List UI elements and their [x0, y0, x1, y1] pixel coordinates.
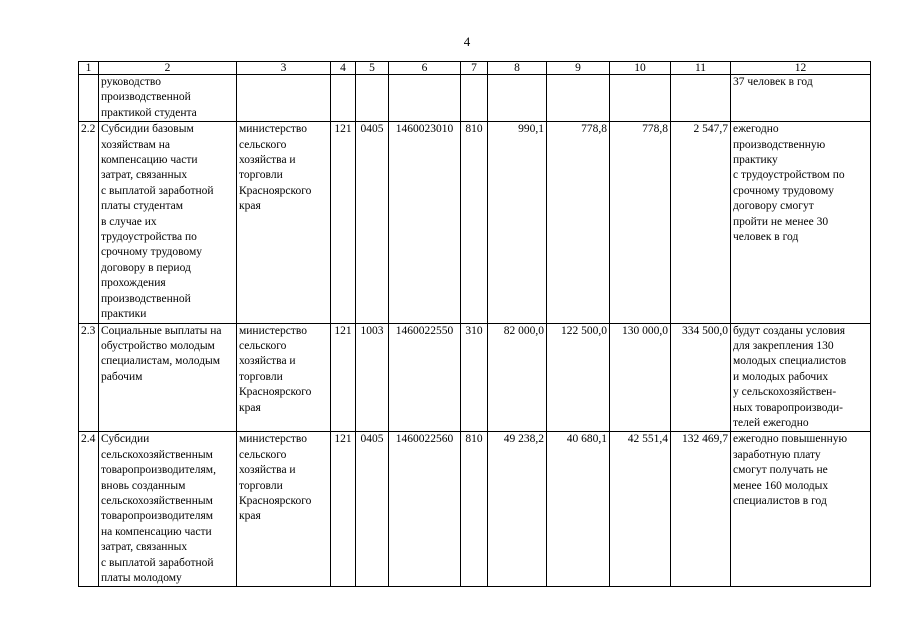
amount-year-3: 42 551,4 [610, 432, 671, 587]
expected-result: ежегодно производственную практику с трудоустройством по срочному трудовому договору смогут пройти не менее 30 человек в год [731, 122, 871, 323]
expected-result: 37 человек в год [731, 75, 871, 122]
item-number: 2.3 [79, 323, 99, 432]
header-cell: 9 [547, 62, 610, 75]
amount-total: 334 500,0 [671, 323, 731, 432]
table-row [79, 323, 871, 432]
measure-name: руководство производственной практикой студента [99, 75, 237, 122]
amount-year-3: 778,8 [610, 122, 671, 323]
target-code: 1460022560 [389, 432, 461, 587]
table-row [79, 75, 871, 122]
header-cell: 12 [731, 62, 871, 75]
administrator [237, 75, 331, 122]
header-cell: 3 [237, 62, 331, 75]
program-table [78, 61, 871, 587]
header-cell: 5 [356, 62, 389, 75]
table-row [79, 122, 871, 323]
expense-type-code: 810 [461, 432, 488, 587]
item-number: 2.2 [79, 122, 99, 323]
grbs-code: 121 [331, 432, 356, 587]
amount-year-2 [547, 75, 610, 122]
amount-total [671, 75, 731, 122]
item-number [79, 75, 99, 122]
section-code [356, 75, 389, 122]
target-code: 1460022550 [389, 323, 461, 432]
measure-name: Социальные выплаты на обустройство молодым специалистам, молодым рабочим [99, 323, 237, 432]
expense-type-code: 310 [461, 323, 488, 432]
measure-name: Субсидии базовым хозяйствам на компенсацию части затрат, связанных с выплатой заработной платы студентам в случае их трудоустройства по срочному трудовому договору в период прохождения производственной практики [99, 122, 237, 323]
header-cell: 10 [610, 62, 671, 75]
amount-year-1: 49 238,2 [488, 432, 547, 587]
header-cell: 11 [671, 62, 731, 75]
section-code: 0405 [356, 122, 389, 323]
amount-year-1: 82 000,0 [488, 323, 547, 432]
table-header-row [79, 62, 871, 75]
amount-year-1 [488, 75, 547, 122]
header-cell: 4 [331, 62, 356, 75]
amount-year-2: 40 680,1 [547, 432, 610, 587]
header-cell: 7 [461, 62, 488, 75]
expected-result: ежегодно повышенную заработную плату смогут получать не менее 160 молодых специалистов в год [731, 432, 871, 587]
header-cell: 6 [389, 62, 461, 75]
item-number: 2.4 [79, 432, 99, 587]
header-cell: 8 [488, 62, 547, 75]
grbs-code [331, 75, 356, 122]
header-cell: 1 [79, 62, 99, 75]
target-code: 1460023010 [389, 122, 461, 323]
amount-total: 2 547,7 [671, 122, 731, 323]
administrator: министерство сельского хозяйства и торговли Красноярского края [237, 323, 331, 432]
expense-type-code: 810 [461, 122, 488, 323]
page-number: 4 [463, 34, 471, 49]
grbs-code: 121 [331, 323, 356, 432]
amount-year-3 [610, 75, 671, 122]
amount-year-1: 990,1 [488, 122, 547, 323]
amount-year-3: 130 000,0 [610, 323, 671, 432]
section-code: 0405 [356, 432, 389, 587]
section-code: 1003 [356, 323, 389, 432]
measure-name: Субсидии сельскохозяйственным товаропроизводителям, вновь созданным сельскохозяйственным товаропроизводителям на компенсацию части затрат, связанных с выплатой заработной платы молодому [99, 432, 237, 587]
amount-year-2: 778,8 [547, 122, 610, 323]
grbs-code: 121 [331, 122, 356, 323]
administrator: министерство сельского хозяйства и торговли Красноярского края [237, 432, 331, 587]
table-row [79, 432, 871, 587]
expense-type-code [461, 75, 488, 122]
amount-year-2: 122 500,0 [547, 323, 610, 432]
target-code [389, 75, 461, 122]
amount-total: 132 469,7 [671, 432, 731, 587]
expected-result: будут созданы условия для закрепления 130 молодых специалистов и молодых рабочих у сельскохозяйствен- ных товаропроизводи- телей ежегодно [731, 323, 871, 432]
administrator: министерство сельского хозяйства и торговли Красноярского края [237, 122, 331, 323]
header-cell: 2 [99, 62, 237, 75]
